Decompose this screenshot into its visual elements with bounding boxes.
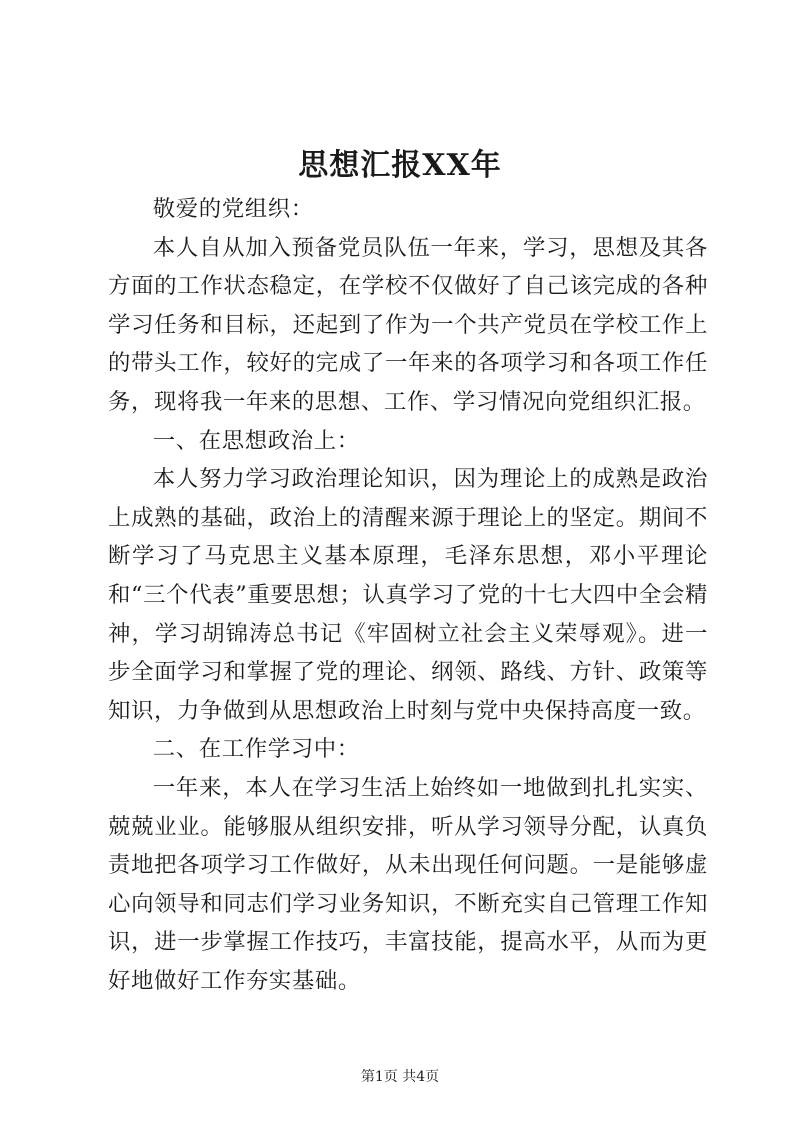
- paragraph-intro: 本人自从加入预备党员队伍一年来，学习，思想及其各方面的工作状态稳定，在学校不仅做好了自己该完成的各种学习任务和目标，还起到了作为一个共产党员在学校工作上的带头工作，较好的完成了一年来的各项学习和各项工作任务，现将我一年来的思想、工作、学习情况向党组织汇报。: [108, 234, 708, 415]
- page-footer: 第1页 共4页: [360, 1069, 440, 1085]
- paragraph-politics: 本人努力学习政治理论知识，因为理论上的成熟是政治上成熟的基础，政治上的清醒来源于理论上的坚定。期间不断学习了马克思主义基本原理，毛泽东思想，邓小平理论和“三个代表”重要思想；认真学习了党的十七大四中全会精神，学习胡锦涛总书记《牢固树立社会主义荣辱观》。进一步全面学习和掌握了党的理论、纲领、路线、方针、政策等知识，力争做到从思想政治上时刻与党中央保持高度一致。: [108, 466, 708, 724]
- document-body: [108, 190, 708, 1000]
- section-heading-politics: 一、在思想政治上：: [152, 427, 360, 454]
- document-title: 思想汇报XX年: [298, 148, 502, 183]
- paragraph-work-study: 一年来，本人在学习生活上始终如一地做到扎扎实实、兢兢业业。能够服从组织安排，听从学习领导分配，认真负责地把各项学习工作做好，从未出现任何问题。一是能够虚心向领导和同志们学习业务知识，不断充实自己管理工作知识，进一步掌握工作技巧，丰富技能，提高水平，从而为更好地做好工作夯实基础。: [108, 774, 708, 994]
- section-heading-work-study: 二、在工作学习中：: [152, 736, 360, 763]
- salutation: 敬爱的党组织：: [152, 196, 314, 222]
